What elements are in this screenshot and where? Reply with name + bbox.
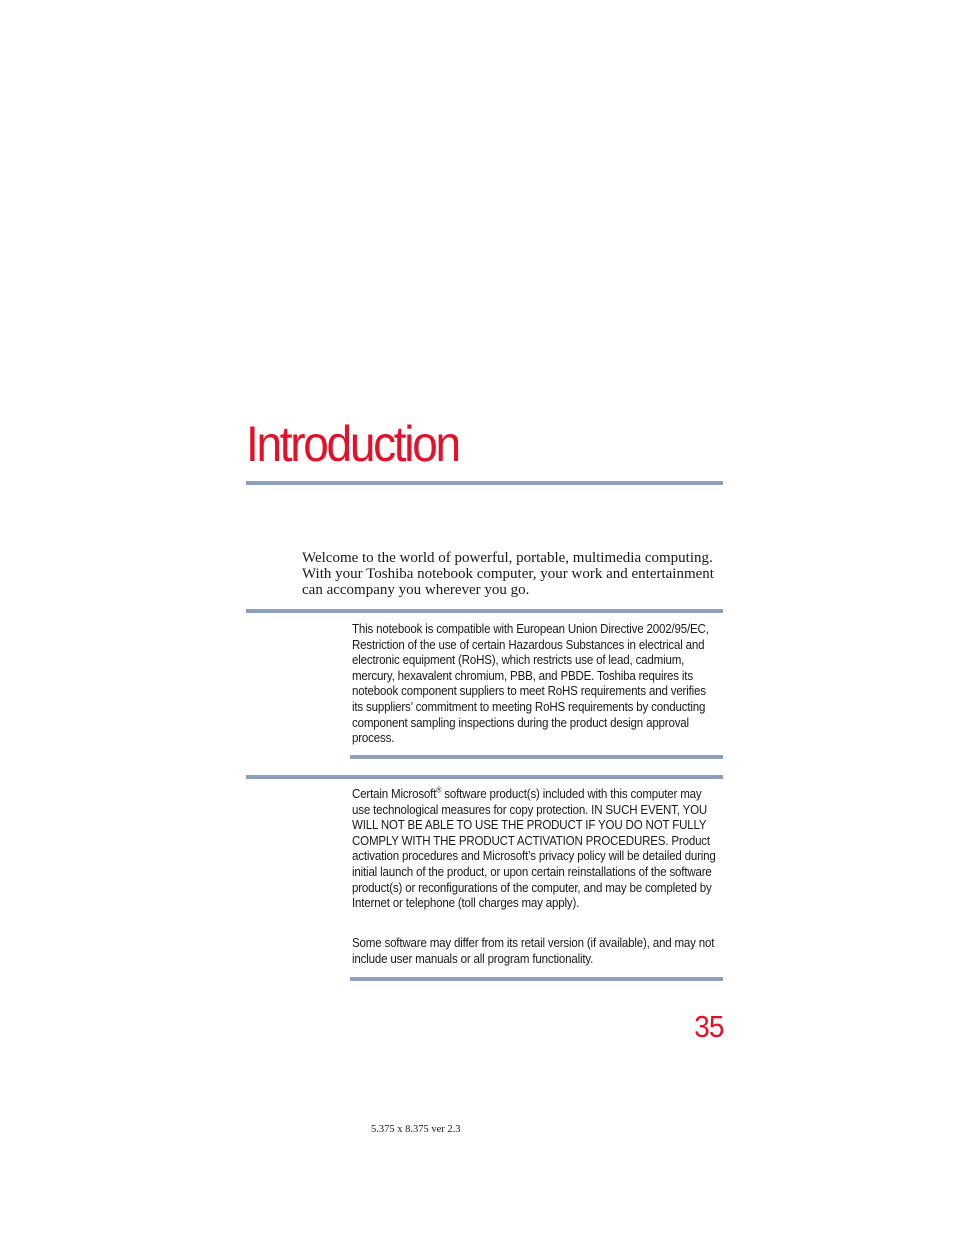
intro-paragraph: Welcome to the world of powerful, portable, multimedia computing. With your Toshiba notebook computer, your work and entertainment can accompany you wherever you go. (302, 550, 714, 598)
chapter-title: Introduction (246, 416, 459, 472)
microsoft-note-prefix: Certain Microsoft (352, 786, 437, 801)
registered-trademark: ® (436, 785, 442, 795)
note-divider-top (246, 609, 723, 613)
note-divider-bottom (350, 755, 723, 759)
microsoft-activation-note (352, 786, 720, 911)
note-divider-top (246, 775, 723, 779)
footer-version: 5.375 x 8.375 ver 2.3 (371, 1124, 461, 1135)
software-variation-note: Some software may differ from its retail version (if available), and may not include user manuals or all program functionality. (352, 935, 715, 966)
rohs-note: This notebook is compatible with European Union Directive 2002/95/EC, Restriction of the use of certain Hazardous Substances in electrical and electronic equipment (RoHS), which restricts use of lead, cadmium, mercury, hexavalent chromium, PBB, and PBDE. Toshiba requires its notebook component suppliers to meet RoHS requirements and verifies its suppliers’ commitment to meeting RoHS requirements by conducting component sampling inspections during the product design approval process. (352, 621, 709, 746)
title-divider (246, 481, 723, 485)
microsoft-note-body: software product(s) included with this computer may use technological measures for copy protection. IN SUCH EVENT, YOU WILL NOT BE ABLE TO USE THE PRODUCT IF YOU DO NOT FULLY COMPLY WITH THE PRODUCT ACTIVATION PROCEDURES. Product activation procedures and Microsoft’s privacy policy will be detailed during initial launch of the product, or upon certain reinstallations of the software product(s) or reconfigurations of the computer, and may be completed by Internet or telephone (toll charges may apply). (352, 786, 716, 911)
page-number: 35 (693, 1009, 723, 1044)
note-divider-bottom (350, 977, 723, 981)
